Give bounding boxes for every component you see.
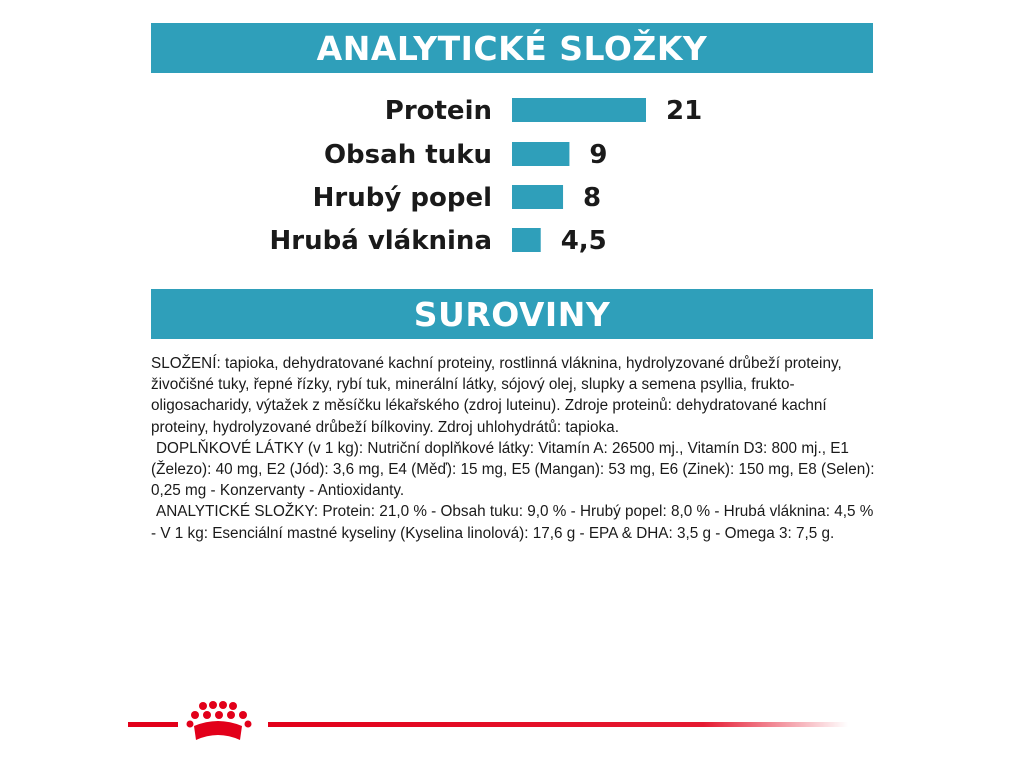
ingredients-section-title: SUROVINY: [151, 289, 873, 339]
additives-paragraph: DOPLŇKOVÉ LÁTKY (v 1 kg): Nutriční doplňkové látky: Vitamín A: 26500 mj., Vitamín D3: 800 mj., E1 (Železo): 40 mg, E2 (Jód): 3,6 mg, E4 (Měď): 15 mg, E5 (Mangan): 53 mg, E6 (Zinek): 150 mg, E8 (Selen): 0,25 mg - Konzervanty - Antioxidanty.: [151, 439, 875, 500]
bar: [512, 185, 563, 209]
value-label: 21: [666, 96, 703, 126]
crown-icon: [187, 701, 252, 740]
bar: [512, 228, 541, 252]
category-label: Hrubý popel: [312, 183, 492, 213]
analytics-bar-chart: [0, 0, 1024, 290]
bar: [512, 98, 646, 122]
ingredients-text: [151, 353, 876, 544]
category-label: Obsah tuku: [323, 140, 492, 170]
category-label: Protein: [384, 96, 492, 126]
footer-line-left: [128, 722, 178, 727]
value-label: 4,5: [560, 226, 607, 256]
composition-paragraph: SLOŽENÍ: tapioka, dehydratované kachní proteiny, rostlinná vláknina, hydrolyzované drůbeží proteiny, živočišné tuky, řepné řízky, rybí tuk, minerální látky, sójový olej, slupky a semena psyllia, frukto-oligosacharidy, výtažek z měsíčku lékařského (zdroj luteinu). Zdroje proteinů: dehydratované kachní proteiny, hydrolyzované drůbeží bílkoviny. Zdroj uhlohydrátů: tapioka.: [151, 355, 842, 436]
category-label: Hrubá vláknina: [269, 226, 492, 256]
value-label: 8: [583, 183, 602, 213]
analytics-paragraph: ANALYTICKÉ SLOŽKY: Protein: 21,0 % - Obsah tuku: 9,0 % - Hrubý popel: 8,0 % - Hrubá vláknina: 4,5 % - V 1 kg: Esenciální mastné kyseliny (Kyselina linolová): 17,6 g - EPA & DHA: 3,5 g - Omega 3: 7,5 g.: [151, 503, 874, 542]
footer-line-right: [268, 722, 848, 727]
bar: [512, 142, 569, 166]
analytics-section-title: ANALYTICKÉ SLOŽKY: [151, 23, 873, 73]
value-label: 9: [589, 140, 608, 170]
brand-footer: [128, 700, 848, 748]
